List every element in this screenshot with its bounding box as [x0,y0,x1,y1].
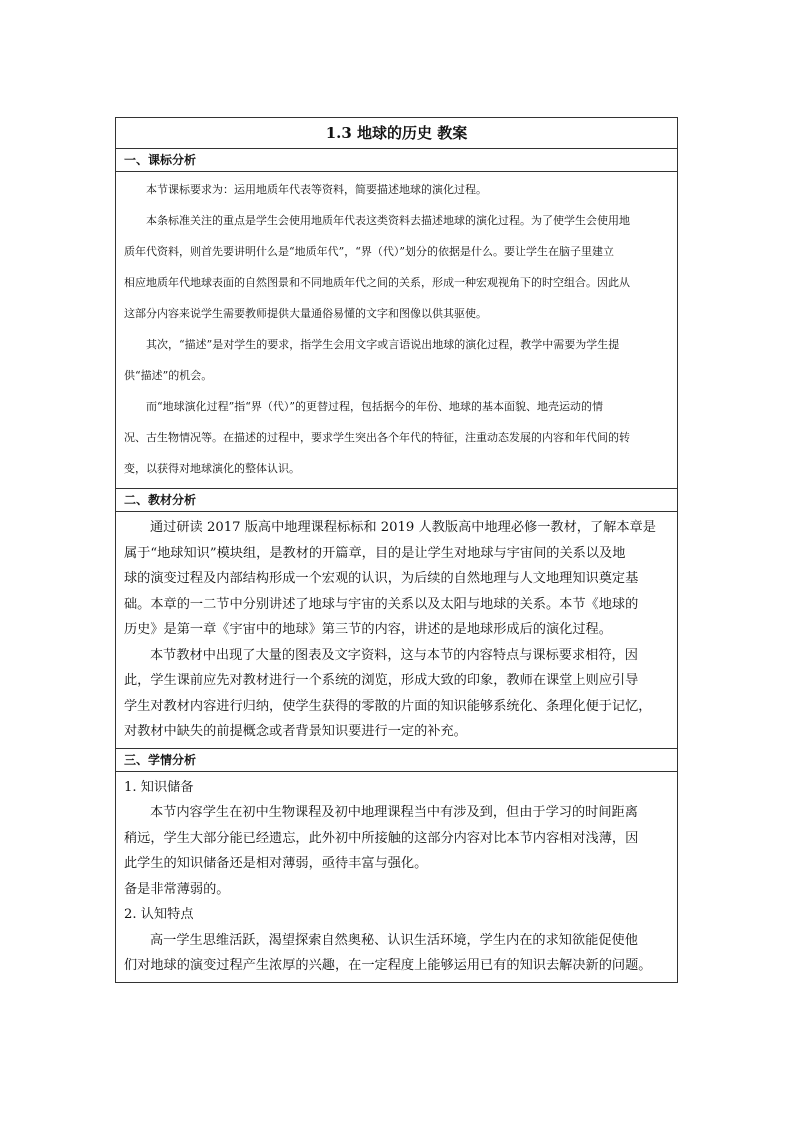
text-line: 稍远，学生大部分能已经遗忘，此外初中所接触的这部分内容对比本节内容相对浅薄，因 [124,830,639,846]
document-title: 1.3 地球的历史 教案 [116,118,678,149]
section-heading-standards: 一、课标分析 [116,149,678,172]
lesson-plan-table [115,117,678,983]
text-line: 相应地质年代地球表面的自然图景和不同地质年代之间的关系，形成一种宏观视角下的时空组合。因此从 [124,276,630,289]
text-line: 备是非常薄弱的。 [124,881,230,897]
section-body-students [116,771,678,982]
text-line: 历史》是第一章《宇宙中的地球》第三节的内容，讲述的是地球形成后的演化过程。 [124,622,612,637]
section-body-textbook [116,512,678,749]
text-line: 属于“地球知识”模块组，是教材的开篇章，目的是让学生对地球与宇宙间的关系以及地 [124,545,626,561]
text-line: 球的演变过程及内部结构形成一个宏观的认识，为后续的自然地理与人文地理知识奠定基 [124,571,639,586]
text-line: 本节课标要求为：运用地质年代表等资料，简要描述地球的演化过程。 [146,183,487,196]
section-body-standards [116,172,678,489]
text-line: 此学生的知识储备还是相对薄弱，亟待丰富与强化。 [124,856,428,871]
text-line: 况、古生物情况等。在描述的过程中，要求学生突出各个年代的特征，注重动态发展的内容和年代间的转 [124,431,630,444]
text-line: 础。本章的一二节中分别讲述了地球与宇宙的关系以及太阳与地球的关系。本节《地球的 [124,596,639,612]
text-line: 本条标准关注的重点是学生会使用地质年代表这类资料去描述地球的演化过程。为了使学生会使用地 [146,214,630,227]
text-line: 本节教材中出现了大量的图表及文字资料，这与本节的内容特点与课标要求相符，因 [150,647,638,663]
text-line: 这部分内容来说学生需要教师提供大量通俗易懂的文字和图像以供其驱使。 [124,307,487,320]
text-line: 本节内容学生在初中生物课程及初中地理课程当中有涉及到，但由于学习的时间距离 [150,805,638,820]
text-line: 高一学生思维活跃，渴望探索自然奥秘、认识生活环境，学生内在的求知欲能促使他 [150,932,638,948]
section-heading-textbook: 二、教材分析 [116,489,678,512]
text-line: 学生对教材内容进行归纳，使学生获得的零散的片面的知识能够系统化、条理化便于记忆， [124,698,652,714]
text-line: 质年代资料，则首先要讲明什么是“地质年代”，“界（代）”划分的依据是什么。要让学生在脑子里建立 [124,245,614,258]
subheading-cognition: 2. 认知特点 [124,907,194,922]
text-line: 对教材中缺失的前提概念或者背景知识要进行一定的补充。 [124,724,467,739]
text-line: 供“描述”的机会。 [124,369,213,382]
text-line: 们对地球的演变过程产生浓厚的兴趣，在一定程度上能够运用已有的知识去解决新的问题。 [124,958,652,973]
section-heading-students: 三、学情分析 [116,748,678,771]
text-line: 其次，“描述”是对学生的要求，指学生会用文字或言语说出地球的演化过程，教学中需要为学生提 [146,338,620,351]
text-line: 变，以获得对地球演化的整体认识。 [124,462,300,475]
text-line: 此，学生课前应先对教材进行一个系统的浏览，形成大致的印象，教师在课堂上则应引导 [124,673,639,688]
text-line: 而“地球演化过程”指“界（代）”的更替过程，包括据今的年份、地球的基本面貌、地壳运动的情 [146,400,603,413]
text-line: 通过研读 2017 版高中地理课程标标和 2019 人教版高中地理必修一教材，了解本章是 [150,520,656,535]
subheading-knowledge: 1. 知识储备 [124,779,194,795]
